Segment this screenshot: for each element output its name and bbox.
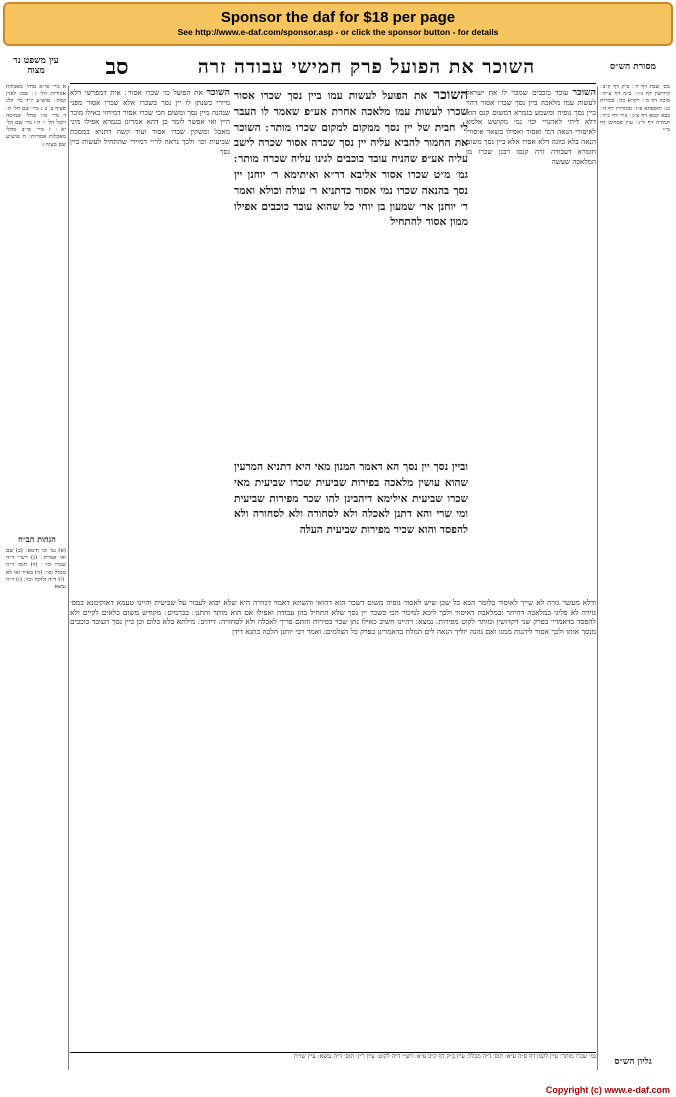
sponsor-subline: See http://www.e-daf.com/sponsor.asp - or click the sponsor button - for details — [177, 27, 499, 37]
header-rule — [70, 83, 596, 84]
hagahot-text: (א) גמ׳ וכי תימא ׃ (ב) שם ואי אמרת ׃ (ג) רש״י ד״ה שכרו וכו׳ ׃ (ד) תוס׳ ד״ה מכלל וכו׳ ׃ (ה) בא״ד ואי לא ׃ (ו) ד״ה ולוקח וכו׳ ׃ (ז) ד״ה נמצא — [6, 548, 66, 591]
left-column-rule — [68, 86, 69, 1070]
sponsor-headline: Sponsor the daf for $18 per page — [220, 9, 456, 26]
gemara-text: את הפועל לעשות עמו ביין נסך שכרו אסור שכרו לעשות עמו מלאכה אחרת אע״פ שאמר לו העבר לי חבית של יין נסך ממקום למקום שכרו מותר ׃ השוכר את החמור להביא עליה יין נסך שכרה אסור שכרה לישב עליה אע״פ שהניח עובד כוכבים לגינו עליה שכרה מותר ׃ גמ׳ מ״ט שכרו אסור אליבא דר״א ואיתימא ר׳ יוחנן יין נסך בהנאה שכרו נמי אסור כדתניא ר׳ עולה וכולא ואמר ר׳ יוחנן אר׳ שמעון בן יוחי כל שהוא עובד כוכבים אפילו ממון אסור להתחיל — [234, 90, 468, 229]
ein-mishpat-label: עין משפט נר מצוה — [13, 56, 59, 76]
tosafot-commentary — [70, 88, 230, 593]
hagahot-column — [6, 548, 66, 1048]
gemara-opening: השוכר — [433, 88, 468, 103]
running-title: השוכר את הפועל פרק חמישי עבודה זרה — [197, 56, 536, 78]
lower-commentary-text: ודלא מעשר גזרה לא שייך לאוסור כלומר הכא כל שכן שיש לאסור גופיה משום דשכר הוא דהואי והשתא דאמר דגזירה היא שלא יבוא לעבור על שביעית והיינו טעמא דאוקימנא במס׳ גזירה לא פליגי במלאכה דהיתר ובמלאכה דאיסור ולכך ליכא למימר הכי בשכר יין נסך שלא התחיל בהן עבודה ואפילו אם הוא מותר והתנן ׃ בכרמים ׃ מקודש משום כלאים לקיים ולא להפסד כדאמרי׳ בפרק שני דקדושין ומותר לקוט מפירות ׃ נמצא ׃ דהיינו חשיב כאילו נתן שכר בפירות והתם פריך לאכלה ולא לסחורה ׃ דיהיב ׃ מילתא בלא כלום וכן ביין נסך העובד כוכבים מנסך אותו ולכך אסור ליהנות ממנו ואם נהנה יוליך הנאה לים המלח כדאמרינן בפרק כל הצלמים ׃ ואמר רבי יוחנן הלכה כתנא דידן — [70, 598, 596, 636]
masoret-column — [600, 84, 670, 1074]
talmud-page — [6, 52, 670, 1082]
masoret-hashas-label: מסורת הש״ס — [610, 62, 656, 72]
gemara-tail-text: וביין נסך יין נסך הא דאמר המנון מאי היא דתניא המרעין שהוא עושין מלאכה בפירות שביעית שכרו שביעית מאי שכרו שביעית אילימא דיהבינן להו שכר מפירות שביעית ומי שרי והא דתנן לאכלה ולא לסחורה ולא לסחורה ולא להפסד והוא שכיר מפירות שביעית העלה — [234, 461, 468, 537]
rashi-opening: השוכר — [572, 88, 596, 98]
tosafot-text: את הפועל כו׳ שכרו אסור ׃ אית דמפרשי דלא מיירי כשנתן לו יין נסך בשכרו אלא שכרו אסור מפני שנהנה מיין נסך ומשום הכי שכרו אסור דמיחזי כאילו מוכר היין ואי אפשר לומר כן דהא אמרינן בגמרא אפילו מיני מאכל ומשקין שכרו אסור ועוד קשה דתניא במסכת שביעית וכו׳ ולכך נראה לר״י דמיירי שהתחיל לעשות ביין נסך — [70, 88, 230, 156]
gilyon-hashas-text: גמ׳ שכרו מותר ׃ עיין לקמן דף ס״ה ע״א ׃ תוס׳ ד״ה מכלל ׃ עיין ב״ק דף ק״ב ע״א ׃ רש״י ד״ה לקוט ׃ עיין ר״ן ׃ תוס׳ ד״ה נמצא ׃ עיין שו״ת — [293, 1053, 596, 1060]
gilyon-hashas-label: גליון הש״ס — [614, 1057, 652, 1067]
masoret-text: מס׳ שבת דף ל׳ ׃ ב״ק דף ק״ב ׃ קידושין דף נ״ו ׃ ב״מ דף ע״ח ׃ סוכה דף מ׳ ׃ ויקרא כה ׃ בכורות כג ׃ תוספתא פ״ז ׃ סנהדרין דף ה׳ ׃ בבא קמא דף צ״ג ׃ נזיר דף כ״ד ׃ תמורה דף ל״ג ׃ עיין פסחים דף מ״ו — [600, 84, 670, 134]
gemara-continuation — [234, 460, 468, 580]
lower-commentary — [70, 598, 596, 1050]
daf-number: סב — [105, 54, 129, 80]
tosafot-opening: השוכר — [206, 88, 230, 98]
gilyon-hashas-notes — [70, 1052, 596, 1079]
hagahot-title: הגהות הב״ח — [18, 534, 56, 544]
ein-mishpat-text: א מיי׳ פי״א מהל׳ מאכלות אסורות הל׳ ז ׃ סמג לאוין קמח ׃ טוש״ע יו״ד סי׳ קלג סעיף ב ׃ ב ג מיי׳ שם הל׳ ח ׃ ד מיי׳ פ״ו מהל׳ שמיטה ויובל הל׳ י ׃ ה ו מיי׳ שם הל׳ יא ׃ ז מיי׳ פי״ב מהל׳ מאכלות אסורות ׃ ח טוש״ע שם סעיף ג — [6, 84, 66, 148]
rashi-text: עובד כוכבים שמכר לו את ישראל לעשות עמו מלאכה ביין נסך שכרו אסור דהוי כיין נסך גופיה ומשמע בגמרא דמשום קנס הוא דלא ליתי לאהנויי וכו׳ גמ׳ מקושש אלמא לאיסורי הנאה דמי ואסור ואפילו בשאר איסורי הנאה בלא כוונה דלא אסרו אלא ביין נסך משום חומרא דעבודה זרה קנסו רבנן שכרו מן המלאכה שעשה — [466, 88, 596, 166]
gemara-main-text — [234, 88, 468, 458]
right-column-rule — [597, 86, 598, 1070]
rashi-commentary — [466, 88, 596, 593]
copyright-link[interactable]: Copyright (c) www.e-daf.com — [545, 1085, 670, 1095]
sponsor-banner[interactable] — [3, 2, 673, 46]
